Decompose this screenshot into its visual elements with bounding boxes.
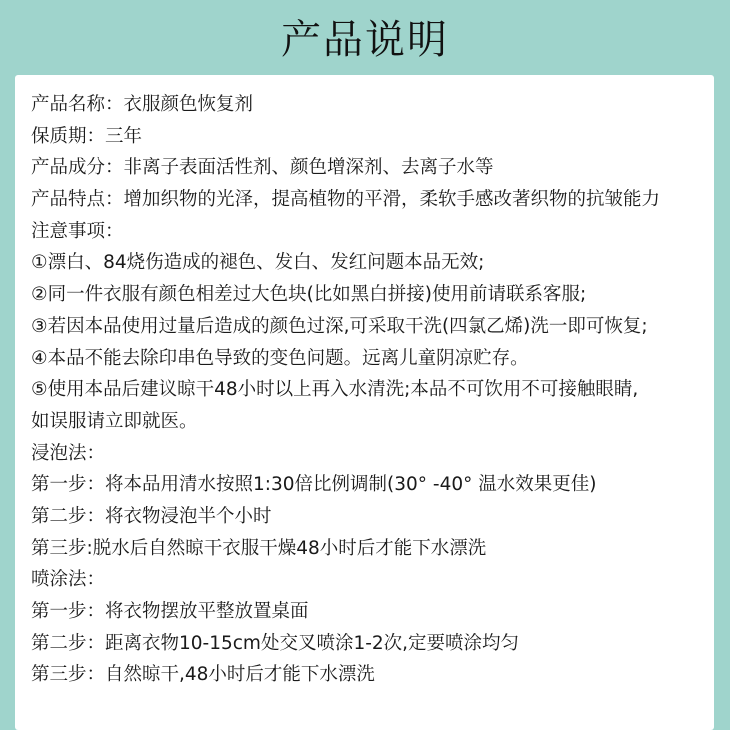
- shelf-life-line: 保质期：三年: [31, 125, 143, 147]
- note-item-5-continued: 如误服请立即就医。: [31, 410, 198, 432]
- spray-step-3: 第三步：自然晾干,48小时后才能下水漂洗: [31, 664, 375, 686]
- soak-step-1: 第一步：将本品用清水按照1:30倍比例调制(30° -40° 温水效果更佳): [31, 474, 597, 496]
- features-line: 产品特点：增加织物的光泽，提高植物的平滑，柔软手感改著织物的抗皱能力: [31, 189, 661, 211]
- notes-heading: 注意事项：: [31, 220, 124, 242]
- instructions-text: [31, 89, 703, 691]
- spray-method-heading: 喷涂法：: [31, 569, 106, 591]
- page-title: 产品说明: [281, 17, 449, 63]
- spray-step-2: 第二步：距离衣物10-15cm处交叉喷涂1-2次,定要喷涂均匀: [31, 632, 520, 654]
- note-item-3: ③若因本品使用过量后造成的颜色过深,可采取干洗(四氯乙烯)洗一即可恢复;: [31, 315, 648, 337]
- ingredients-line: 产品成分：非离子表面活性剂、颜色增深剂、去离子水等: [31, 157, 494, 179]
- soak-method-heading: 浸泡法：: [31, 442, 106, 464]
- product-name-line: 产品名称：衣服颜色恢复剂: [31, 94, 254, 115]
- note-item-5: ⑤使用本品后建议晾干48小时以上再入水清洗;本品不可饮用不可接触眼睛,: [31, 379, 639, 401]
- soak-step-2: 第二步：将衣物浸泡半个小时: [31, 505, 272, 527]
- content-panel: [15, 75, 714, 730]
- spray-step-1: 第一步：将衣物摆放平整放置桌面: [31, 601, 309, 622]
- soak-step-3: 第三步:脱水后自然晾干衣服干燥48小时后才能下水漂洗: [31, 537, 487, 559]
- note-item-1: ①漂白、84烧伤造成的褪色、发白、发红问题本品无效;: [31, 252, 485, 274]
- note-item-2: ②同一件衣服有颜色相差过大色块(比如黑白拼接)使用前请联系客服;: [31, 284, 587, 306]
- note-item-4: ④本品不能去除印串色导致的变色问题。远离儿童阴凉贮存。: [31, 347, 529, 369]
